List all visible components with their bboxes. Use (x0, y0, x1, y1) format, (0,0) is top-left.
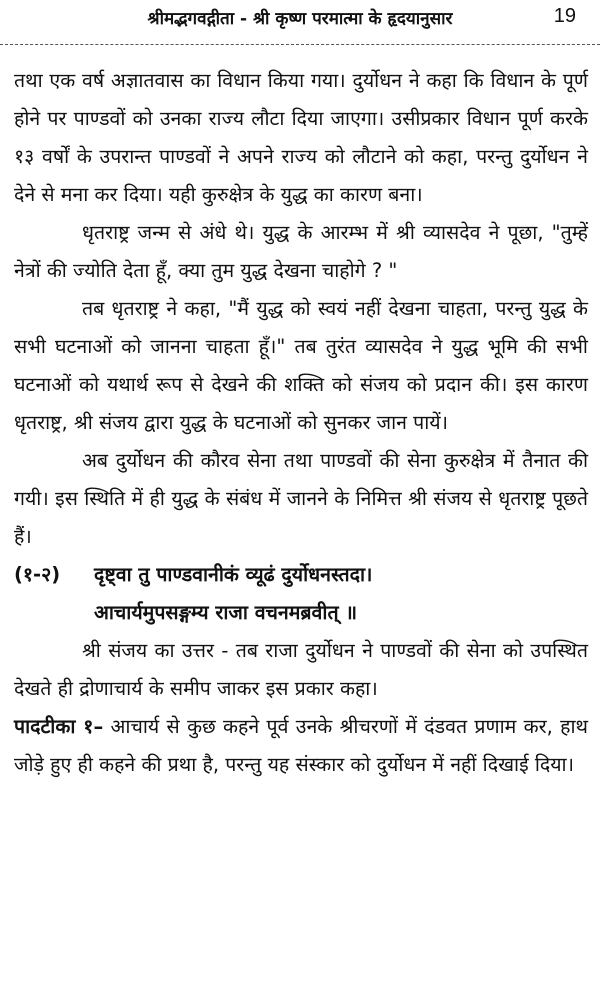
page-body (14, 62, 588, 784)
paragraph-4: अब दुर्योधन की कौरव सेना तथा पाण्डवों की सेना कुरुक्षेत्र में तैनात की गयी। इस स्थिति में ही युद्ध के संबंध में जानने के निमित्त श्री संजय से धृतराष्ट्र पूछते हैं। (14, 449, 588, 548)
verse-block (14, 556, 588, 632)
page-number: 19 (553, 5, 576, 27)
paragraph-3: तब धृतराष्ट्र ने कहा, "मैं युद्ध को स्वयं नहीं देखना चाहता, परन्तु युद्ध के सभी घटनाओं को जानना चाहता हूँ।" तब तुरंत व्यासदेव ने युद्ध भूमि की सभी घटनाओं को यथार्थ रूप से देखने की शक्ति को संजय को प्रदान की। इस कारण धृतराष्ट्र, श्री संजय द्वारा युद्ध के घटनाओं को सुनकर जान पायें। (14, 297, 588, 434)
footnote-paragraph (14, 708, 588, 784)
footnote-text: आचार्य से कुछ कहने पूर्व उनके श्रीचरणों में दंडवत प्रणाम कर, हाथ जोड़े हुए ही कहने की प्रथा है, परन्तु यह संस्कार को दुर्योधन में नहीं दिखाई दिया। (14, 715, 588, 776)
verse-number: (१-२) (14, 563, 61, 586)
paragraph-2: धृतराष्ट्र जन्म से अंधे थे। युद्ध के आरम्भ में श्री व्यासदेव ने पूछा, "तुम्हें नेत्रों की ज्योति देता हूँ, क्या तुम युद्ध देखना चाहोगे ? " (14, 221, 588, 282)
footnote-label: पादटीका १– (14, 715, 104, 738)
verse-line-1: दृष्ट्वा तु पाण्डवानीकं व्यूढं दुर्योधनस्तदा। (94, 563, 373, 586)
page-header (0, 0, 600, 45)
paragraph-5: श्री संजय का उत्तर - तब राजा दुर्योधन ने पाण्डवों की सेना को उपस्थित देखते ही द्रोणाचार्य के समीप जाकर इस प्रकार कहा। (14, 639, 588, 700)
header-title: श्रीमद्भगवद्गीता - श्री कृष्ण परमात्मा के हृदयानुसार (147, 9, 453, 29)
verse-line-2: आचार्यमुपसङ्गम्य राजा वचनमब्रवीत् ॥ (94, 601, 358, 624)
paragraph-1: तथा एक वर्ष अज्ञातवास का विधान किया गया। दुर्योधन ने कहा कि विधान के पूर्ण होने पर पाण्डवों को उनका राज्य लौटा दिया जाएगा। उसीप्रकार विधान पूर्ण करके १३ वर्षों के उपरान्त पाण्डवों ने अपने राज्य को लौटाने को कहा, परन्तु दुर्योधन ने देने से मना कर दिया। यही कुरुक्षेत्र के युद्ध का कारण बना। (14, 69, 588, 206)
